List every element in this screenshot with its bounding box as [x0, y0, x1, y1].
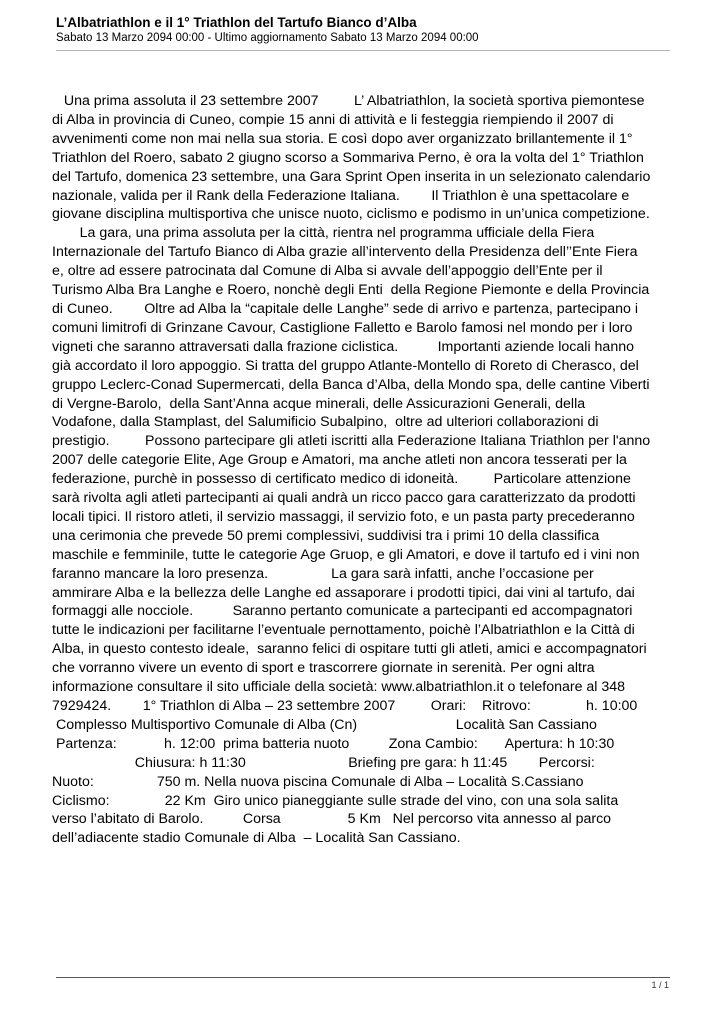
text-line: ammirare Alba e la bellezza delle Langhe ed assaporare i prodotti tipici, dai vini al tartufo, dai — [52, 584, 635, 601]
text-line: Vodafone, dalla Stamplast, del Salumificio Subalpino, oltre ad ulteriori collaborazioni di — [52, 414, 599, 431]
article-paragraph — [52, 92, 676, 848]
text-line: Alba, in questo contesto ideale, saranno felici di ospitare tutti gli atleti, amici e accompagnatori — [52, 641, 647, 658]
text-line: verso l’abitato di Barolo. Corsa 5 Km Nel percorso vita annesso al parco — [52, 811, 612, 828]
text-line: informazione consultare il sito ufficiale della società: www.albatriathlon.it o telefonare al 348 — [52, 679, 626, 696]
text-line: del Tartufo, domenica 23 settembre, una Gara Sprint Open inserita in un selezionato calendario — [52, 168, 651, 185]
text-line: di Alba in provincia di Cuneo, compie 15 anni di attività e li festeggia riempiendo il 2007 di — [52, 111, 614, 128]
page-subtitle: Sabato 13 Marzo 2094 00:00 - Ultimo aggiornamento Sabato 13 Marzo 2094 00:00 — [56, 32, 479, 44]
text-line: di Cuneo. Oltre ad Alba la “capitale delle Langhe” sede di arrivo e partenza, partecipano i — [52, 300, 638, 317]
text-line: vigneti che saranno attraversati dalla frazione ciclistica. Importanti aziende locali hanno — [52, 338, 634, 355]
article-body — [52, 92, 676, 848]
text-line: Nuoto: 750 m. Nella nuova piscina Comunale di Alba – Località S.Cassiano — [52, 773, 584, 790]
text-line: tutte le indicazioni per facilitarne l’eventuale pernottamento, poichè l’Albatriathlon e la Città di — [52, 622, 635, 639]
text-line: Turismo Alba Bra Langhe e Roero, nonchè degli Enti della Regione Piemonte e della Provincia — [52, 282, 650, 299]
text-line: faranno mancare la loro presenza. La gara sarà infatti, anche l’occasione per — [52, 565, 594, 582]
text-line: e, oltre ad essere patrocinata dal Comune di Alba si avvale dell’appoggio dell’Ente per il — [52, 263, 603, 280]
text-line: già accordato il loro appoggio. Si tratta del gruppo Atlante-Montello di Roreto di Cherasco, del — [52, 357, 639, 374]
text-line: 2007 delle categorie Elite, Age Group e Amatori, ma anche atleti non ancora tesserati per la — [52, 452, 627, 469]
page-number: 1 / 1 — [651, 980, 669, 990]
text-line: formaggi alle nocciole. Saranno pertanto comunicate a partecipanti ed accompagnatori — [52, 603, 633, 620]
text-line: nazionale, valida per il Rank della Federazione Italiana. Il Triathlon è una spettacolare e — [52, 187, 630, 204]
text-line: di Vergne-Barolo, della Sant’Anna acque minerali, delle Assicurazioni Generali, della — [52, 395, 586, 412]
text-line: dell’adiacente stadio Comunale di Alba – Località San Cassiano. — [52, 830, 461, 847]
text-line: comuni limitrofi di Grinzane Cavour, Castiglione Falletto e Barolo famosi nel mondo per i loro — [52, 319, 633, 336]
text-line: federazione, purchè in possesso di certificato medico di idoneità. Particolare attenzione — [52, 471, 631, 488]
text-line: Triathlon del Roero, sabato 2 giugno scorso a Sommariva Perno, è ora la volta del 1° Triathlon — [52, 149, 644, 166]
text-line: 7929424. 1° Triathlon di Alba – 23 settembre 2007 Orari: Ritrovo: h. 10:00 — [52, 698, 638, 714]
header-divider — [56, 50, 670, 51]
text-line: avvenimenti come non mai nella sua storia. E così dopo aver organizzato brillantemente il 1° — [52, 130, 633, 147]
page-header — [56, 14, 670, 46]
text-line: giovane disciplina multisportiva che unisce nuoto, ciclismo e podismo in un’unica competizione. — [52, 206, 650, 223]
text-line: maschile e femminile, tutte le categorie Age Gruop, e gli Amatori, e dove il tartufo ed i vini non — [52, 546, 640, 563]
text-line: Ciclismo: 22 Km Giro unico pianeggiante sulle strade del vino, con una sola salita — [52, 792, 619, 809]
text-line: La gara, una prima assoluta per la città, rientra nel programma ufficiale della Fiera — [52, 225, 595, 242]
text-line: Partenza: h. 12:00 prima batteria nuoto Zona Cambio: Apertura: h 10:30 — [52, 735, 615, 752]
text-line: Internazionale del Tartufo Bianco di Alba grazie all’intervento della Presidenza dell’’Ente Fiera — [52, 244, 638, 261]
text-line: Complesso Multisportivo Comunale di Alba (Cn) Località San Cassiano — [52, 716, 597, 733]
text-line: prestigio. Possono partecipare gli atleti iscritti alla Federazione Italiana Triathlon per l'anno — [52, 433, 651, 450]
footer-divider — [56, 977, 670, 978]
text-line: gruppo Leclerc-Conad Supermercati, della Banca d’Alba, della Mondo spa, delle cantine Viberti — [52, 376, 650, 393]
text-line: Chiusura: h 11:30 Briefing pre gara: h 11:45 Percorsi: — [52, 754, 595, 771]
text-line: Una prima assoluta il 23 settembre 2007 L’ Albatriathlon, la società sportiva piemontese — [52, 93, 645, 109]
text-line: una cerimonia che prevede 50 premi complessivi, suddivisi tra i primi 10 della classifica — [52, 527, 600, 544]
text-line: che vorranno vivere un evento di sport e trascorrere giornate in serenità. Per ogni altra — [52, 660, 595, 677]
text-line: locali tipici. Il ristoro atleti, il servizio massaggi, il servizio foto, e un pasta party precederanno — [52, 508, 635, 525]
page-title: L’Albatriathlon e il 1° Triathlon del Tartufo Bianco d’Alba — [56, 15, 417, 30]
text-line: sarà rivolta agli atleti partecipanti ai quali andrà un ricco pacco gara caratterizzato da prodotti — [52, 490, 636, 507]
